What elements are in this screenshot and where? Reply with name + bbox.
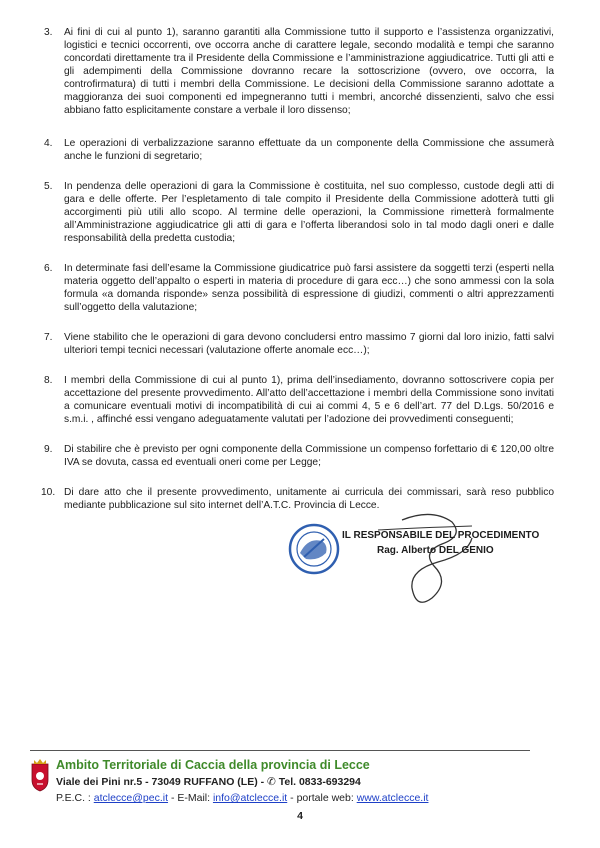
item-number: 7. <box>44 332 53 343</box>
list-item <box>44 26 554 117</box>
item-text: I membri della Commissione di cui al punto 1), prima dell’insediamento, dovranno sottoscrivere copia per accettazione del presente provvedimento. All’atto dell’accettazione i membri della Commissione sono invitati a comunicare eventuali motivi di incompatibilità di cui ai commi 4, 5 e 6 dell’art. 77 del D.Lgs. 50/2016 e s.m.i. , affinché essi vengano adeguatamente valutati per l’adozione dei provvedimenti conseguenti; <box>64 375 554 425</box>
decision-list <box>41 26 554 523</box>
item-text: In pendenza delle operazioni di gara la Commissione è costituita, nel suo complesso, custode degli atti di gara e delle offerte. Per l’espletamento di tale compito il Presidente della Commissione adotterà tutti gli accorgimenti più utili allo scopo. Al termine delle operazioni, la Commissione rimetterà formalmente all’Amministrazione aggiudicatrice gli atti di gara e l’offerta liberandosi solo in tal modo dagli oneri e dalle responsabilità della predetta custodia; <box>64 181 554 244</box>
official-stamp-icon <box>288 523 340 575</box>
item-number: 9. <box>44 444 53 455</box>
organization-name: Ambito Territoriale di Caccia della provincia di Lecce <box>56 758 370 772</box>
list-item <box>44 331 554 357</box>
signature-title: IL RESPONSABILE DEL PROCEDIMENTO <box>342 530 540 541</box>
list-item <box>44 374 554 426</box>
organization-address: Viale dei Pini nr.5 - 73049 RUFFANO (LE) - ✆ Tel. 0833-693294 <box>56 776 361 788</box>
item-number: 6. <box>44 263 53 274</box>
email-label: - E-Mail: <box>168 792 213 804</box>
list-item <box>44 137 554 163</box>
list-item <box>44 443 554 469</box>
item-text: Di dare atto che il presente provvedimento, unitamente ai curricula dei commissari, sarà reso pubblico mediante pubblicazione sul sito internet dell’A.T.C. Provincia di Lecce. <box>64 487 554 511</box>
list-item <box>44 262 554 314</box>
handwritten-signature-icon <box>372 508 492 618</box>
web-label: - portale web: <box>287 792 357 804</box>
item-number: 5. <box>44 181 53 192</box>
website-link[interactable]: www.atclecce.it <box>356 792 429 804</box>
item-number: 3. <box>44 27 53 38</box>
signature-block <box>282 520 542 610</box>
contact-line <box>56 792 428 804</box>
item-text: Ai fini di cui al punto 1), saranno garantiti alla Commissione tutto il supporto e l’assistenza organizzativi, logistici e tecnici occorrenti, ove occorra anche di carattere legale, secondo modalità e tempi che saranno concordati direttamente tra il Presidente della Commissione e l’amministrazione aggiudicatrice. Tutti gli atti e gli adempimenti della Commissione dovranno recare la sottoscrizione (ovvero, ove occorra, la controfirmatura) di tutti i membri della Commissione. Le decisioni della Commissione saranno adottate a maggioranza dei suoi componenti ed impegneranno tutti i membri, ancorché dissenzienti, salvo che essi abbiano fatto esplicitamente constare a verbale il loro dissenso; <box>64 27 554 116</box>
pec-link[interactable]: atclecce@pec.it <box>93 792 169 804</box>
item-number: 8. <box>44 375 53 386</box>
item-text: Le operazioni di verbalizzazione saranno effettuate da un componente della Commissione che assumerà anche le funzioni di segretario; <box>64 138 554 162</box>
signature-name: Rag. Alberto DEL GENIO <box>377 545 494 556</box>
item-number: 4. <box>44 138 53 149</box>
pec-label: P.E.C. : <box>56 792 94 804</box>
list-item <box>44 180 554 245</box>
coat-of-arms-icon <box>30 758 50 792</box>
item-text: In determinate fasi dell’esame la Commissione giudicatrice può farsi assistere da soggetti terzi (esperti nella materia oggetto dell’appalto o esperti in materia di procedure di gara ecc…) che sono ammessi con la sola formula «a domanda risponde» senza possibilità di espressione di giudizi, commenti o altri apprezzamenti sull’oggetto della valutazione; <box>64 263 554 313</box>
page-number: 4 <box>297 810 303 822</box>
item-text: Di stabilire che è previsto per ogni componente della Commissione un compenso forfettario di € 120,00 oltre IVA se dovuta, cassa ed eventuali oneri come per Legge; <box>64 444 554 468</box>
item-text: Viene stabilito che le operazioni di gara devono concludersi entro massimo 7 giorni dal loro inizio, fatti salvi ulteriori tempi tecnici necessari (valutazione offerte anomale ecc…); <box>64 332 554 356</box>
footer-divider <box>30 750 530 751</box>
email-link[interactable]: info@atclecce.it <box>212 792 288 804</box>
item-number: 10. <box>41 487 56 498</box>
